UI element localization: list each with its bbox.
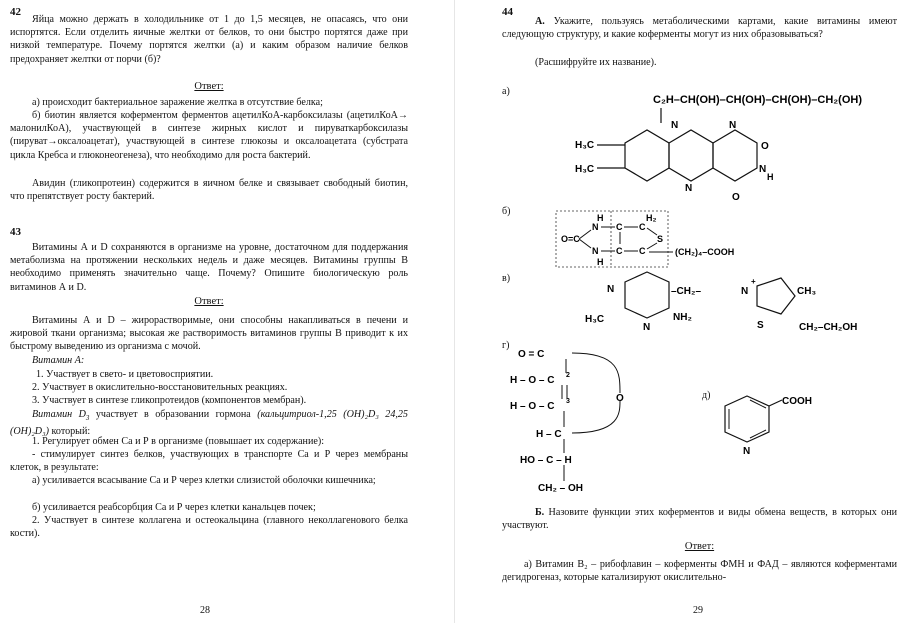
vitamin-d-item-a: а) усиливается всасывание Са и Р через клетки слизистой оболочки кишечника; [32, 475, 376, 486]
niacin-cooh: COOH [782, 396, 812, 407]
question-42-answer-a: а) происходит бактериальное заражение желтка в отсутствие белка; [32, 97, 323, 108]
svg-text:N: N [685, 183, 693, 194]
svg-text:H – O – C: H – O – C [510, 401, 555, 412]
svg-text:H₂: H₂ [646, 213, 657, 223]
page-number-left: 28 [200, 605, 210, 616]
svg-text:C: C [616, 246, 623, 256]
svg-text:C: C [616, 222, 623, 232]
part-a-letter: А. [535, 16, 545, 27]
svg-text:H – O – C: H – O – C [510, 375, 555, 386]
part-b-letter: Б. [535, 507, 545, 518]
question-43-answer-label: Ответ: [194, 296, 224, 307]
thiamine-h3c: H₃C [585, 314, 605, 325]
svg-text:N: N [741, 286, 749, 297]
svg-text:2: 2 [566, 372, 570, 379]
vitamin-a-item-1: 1. Участвует в свето- и цветовосприятии. [36, 369, 214, 380]
right-page [455, 0, 910, 623]
svg-text:3: 3 [566, 398, 570, 405]
question-42-answer-label: Ответ: [194, 81, 224, 92]
riboflavin-chain: C₂H–CH(OH)–CH(OH)–CH(OH)–CH₂(OH) [653, 94, 862, 106]
vitamin-a-item-2: 2. Участвует в окислительно-восстановительных реакциях. [32, 382, 288, 393]
question-43-intro: Витамины А и D – жирорастворимые, они способны накапливаться в печени и жировой ткани организма; высокая же растворимость витаминов группы В приводит к их быстрому выведению из организма с мочой. [10, 315, 408, 353]
svg-text:N: N [759, 164, 767, 175]
vitamin-d-name: Витамин D [32, 409, 86, 420]
structure-label-d: д) [702, 390, 711, 401]
svg-text:S: S [657, 234, 664, 244]
question-44-answer-label: Ответ: [684, 541, 715, 552]
question-42-text: Яйца можно держать в холодильнике от 1 до 1,5 месяцев, не опасаясь, что они испортятся. Если отделить яичные желтки от белков, то они быстро портятся даже при низкой температуре. Почему портятся желтки (а) и каким образом наличие белков предохраняет желтки от порчи (б)? [10, 14, 408, 65]
question-42-number: 42 [10, 6, 21, 18]
vitamin-d-end: который: [48, 426, 91, 438]
part-a-text: Укажите, пользуясь метаболическими картами, какие витамины имеют следующую структуру, и какие коферменты могут из них образовываться? [502, 16, 897, 41]
svg-text:H: H [597, 213, 604, 223]
svg-text:N: N [592, 222, 599, 232]
vitamin-d-item-b: б) усиливается реабсорбция Са и Р через клетки канальцев почек; [32, 502, 316, 513]
vitamin-d-item-1a: - стимулирует синтез белков, участвующих в транспорте Са и Р через мембраны клеток, в результате: [10, 449, 408, 474]
svg-text:N: N [671, 120, 679, 131]
biotin-structure [553, 208, 833, 272]
vitamin-d-formula: (кальцитриол-1,25 (OH)₂D₃ 24,25 (OH)₂D₃) [10, 409, 408, 438]
question-44-part-a [502, 15, 897, 41]
svg-text:O: O [761, 141, 769, 152]
svg-text:H: H [767, 172, 774, 182]
question-44-answer-start: а) Витамин В₂ – рибофлавин – коферменты ФМН и ФАД – являются коферментами дегидрогеназ, которые катализируют окислительно- [502, 559, 897, 584]
vitamin-d-mid: участвует в образовании гормона [89, 409, 258, 420]
svg-text:CH₂ – OH: CH₂ – OH [538, 483, 584, 494]
thiamine-nh2: NH₂ [673, 312, 692, 323]
vitamin-d-item-1: 1. Регулирует обмен Са и Р в организме (повышает их содержание): [32, 436, 324, 447]
page-number-right: 29 [693, 605, 703, 616]
svg-text:H – C: H – C [536, 429, 562, 440]
svg-text:N: N [592, 246, 599, 256]
part-b-text: Назовите функции этих коферментов и виды обмена веществ, в которых они участвуют. [502, 507, 897, 532]
riboflavin-ch3-top: H₃C [575, 140, 595, 151]
question-42-answer-b: б) биотин является коферментом ферментов ацетилКоА-карбоксилазы (ацетилКоА→ малонилКоА), участвующей в синтезе жирных кислот и пируваткарбоксилазы (пируват→оксалоацетат), участвующей в синтезе глюкозы и оксалоацетата (субстрата цикла Кребса и глюконеогенеза), что необходимо для роста бактерий. [10, 110, 408, 161]
structure-label-b: б) [502, 206, 511, 217]
svg-text:S: S [757, 320, 764, 331]
vitamin-a-item-3: 3. Участвует в синтезе гликопротеидов (компонентов мембран). [32, 395, 307, 406]
riboflavin-ch3-bottom: H₃C [575, 164, 595, 175]
vitamin-a-title: Витамин А: [32, 355, 85, 366]
vitamin-d-intro [10, 408, 408, 438]
question-42-answer-c: Авидин (гликопротеин) содержится в яичном белке и связывает свободный биотин, что препятствует росту бактерий. [10, 178, 408, 203]
svg-text:O: O [616, 393, 624, 404]
thiamine-ch2-link: –CH₂– [671, 286, 702, 297]
nicotinic-acid-structure [710, 392, 870, 462]
thiamine-chain: CH₂–CH₂OH [799, 322, 858, 333]
thiamine-structure [585, 268, 895, 340]
svg-text:C: C [639, 246, 646, 256]
vitamin-d-subscript: 3 [85, 414, 90, 423]
biotin-tail: (CH₂)₄–COOH [675, 247, 735, 257]
structure-label-v: в) [502, 273, 511, 284]
question-43-number: 43 [10, 226, 21, 238]
ascorbic-acid-structure [510, 343, 660, 498]
svg-text:N: N [743, 446, 751, 457]
svg-text:O: O [732, 192, 740, 203]
question-44-part-b [502, 506, 897, 532]
riboflavin-structure [575, 88, 895, 206]
svg-text:N: N [729, 120, 737, 131]
svg-text:H: H [597, 257, 604, 267]
svg-text:HO – C – H: HO – C – H [520, 455, 572, 466]
svg-text:C: C [639, 222, 646, 232]
vitamin-d-item-2: 2. Участвует в синтезе коллагена и остеокальцина (главного неколлагенового белка кости). [10, 515, 408, 540]
svg-text:O=C: O=C [561, 234, 580, 244]
question-44-number: 44 [502, 6, 513, 18]
svg-text:+: + [751, 277, 756, 286]
svg-text:N: N [643, 322, 651, 333]
structure-label-a: а) [502, 86, 510, 97]
svg-text:N: N [607, 284, 615, 295]
svg-text:O = C: O = C [518, 349, 545, 360]
structure-label-g: г) [502, 340, 510, 351]
question-44-part-a-note: (Расшифруйте их название). [535, 57, 657, 68]
question-43-text: Витамины А и D сохраняются в организме на уровне, достаточном для поддержания метаболизма на протяжении нескольких недель и даже месяцев. Витамины группы В необходимо применять значительно чаще. Почему? Опишите биологическую роль витаминов А и D. [10, 242, 408, 293]
thiamine-ch3: CH₃ [797, 286, 817, 297]
